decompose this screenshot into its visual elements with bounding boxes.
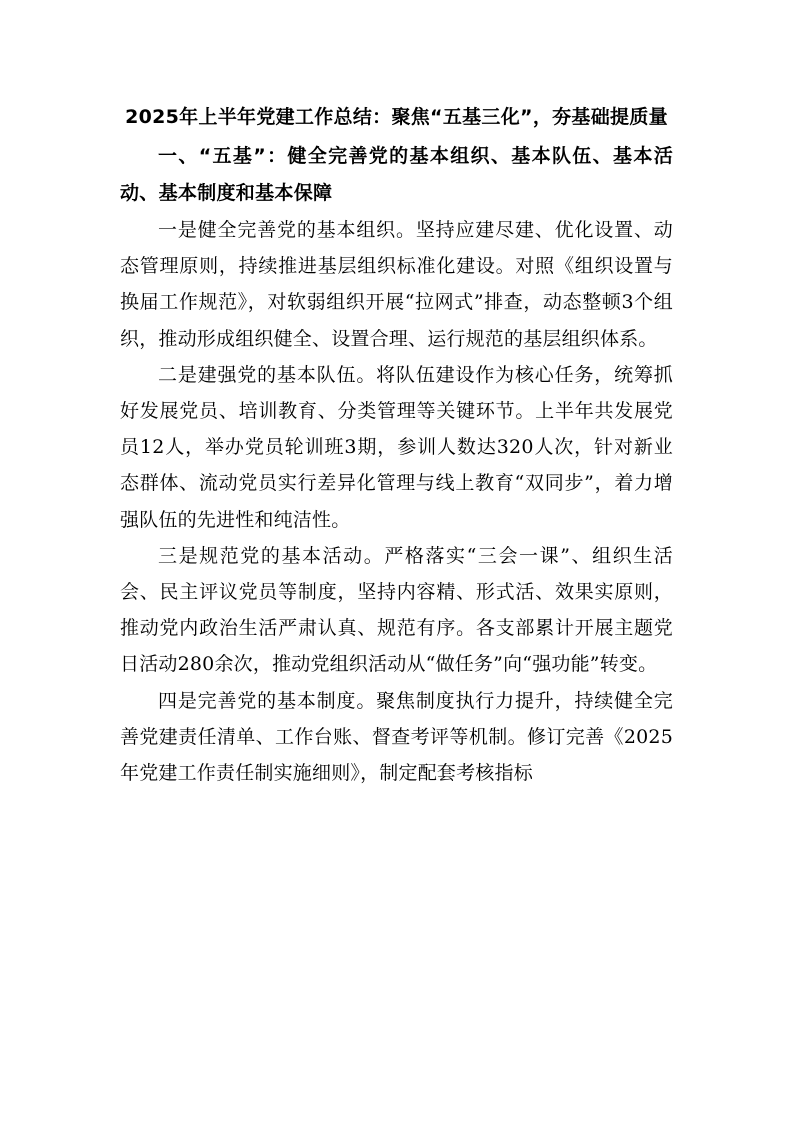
document-page bbox=[120, 97, 673, 791]
document-title: 2025年上半年党建工作总结：聚焦“五基三化”，夯基础提质量 bbox=[125, 106, 668, 128]
paragraph-system: 四是完善党的基本制度。聚焦制度执行力提升，持续健全完善党建责任清单、工作台账、督查考评等机制。修订完善《2025年党建工作责任制实施细则》，制定配套考核指标 bbox=[120, 689, 673, 785]
paragraph-organization: 一是健全完善党的基本组织。坚持应建尽建、优化设置、动态管理原则，持续推进基层组织标准化建设。对照《组织设置与换届工作规范》，对软弱组织开展“拉网式”排查，动态整顿3个组织，推动形成组织健全、设置合理、运行规范的基层组织体系。 bbox=[120, 219, 673, 350]
section-heading-1: 一、“五基”：健全完善党的基本组织、基本队伍、基本活动、基本制度和基本保障 bbox=[120, 145, 673, 204]
paragraph-team: 二是建强党的基本队伍。将队伍建设作为核心任务，统筹抓好发展党员、培训教育、分类管理等关键环节。上半年共发展党员12人，举办党员轮训班3期，参训人数达320人次，针对新业态群体、流动党员实行差异化管理与线上教育“双同步”，着力增强队伍的先进性和纯洁性。 bbox=[120, 363, 673, 531]
paragraph-activities: 三是规范党的基本活动。严格落实“三会一课”、组织生活会、民主评议党员等制度，坚持内容精、形式活、效果实原则，推动党内政治生活严肃认真、规范有序。各支部累计开展主题党日活动280余次，推动党组织活动从“做任务”向“强功能”转变。 bbox=[120, 544, 673, 676]
